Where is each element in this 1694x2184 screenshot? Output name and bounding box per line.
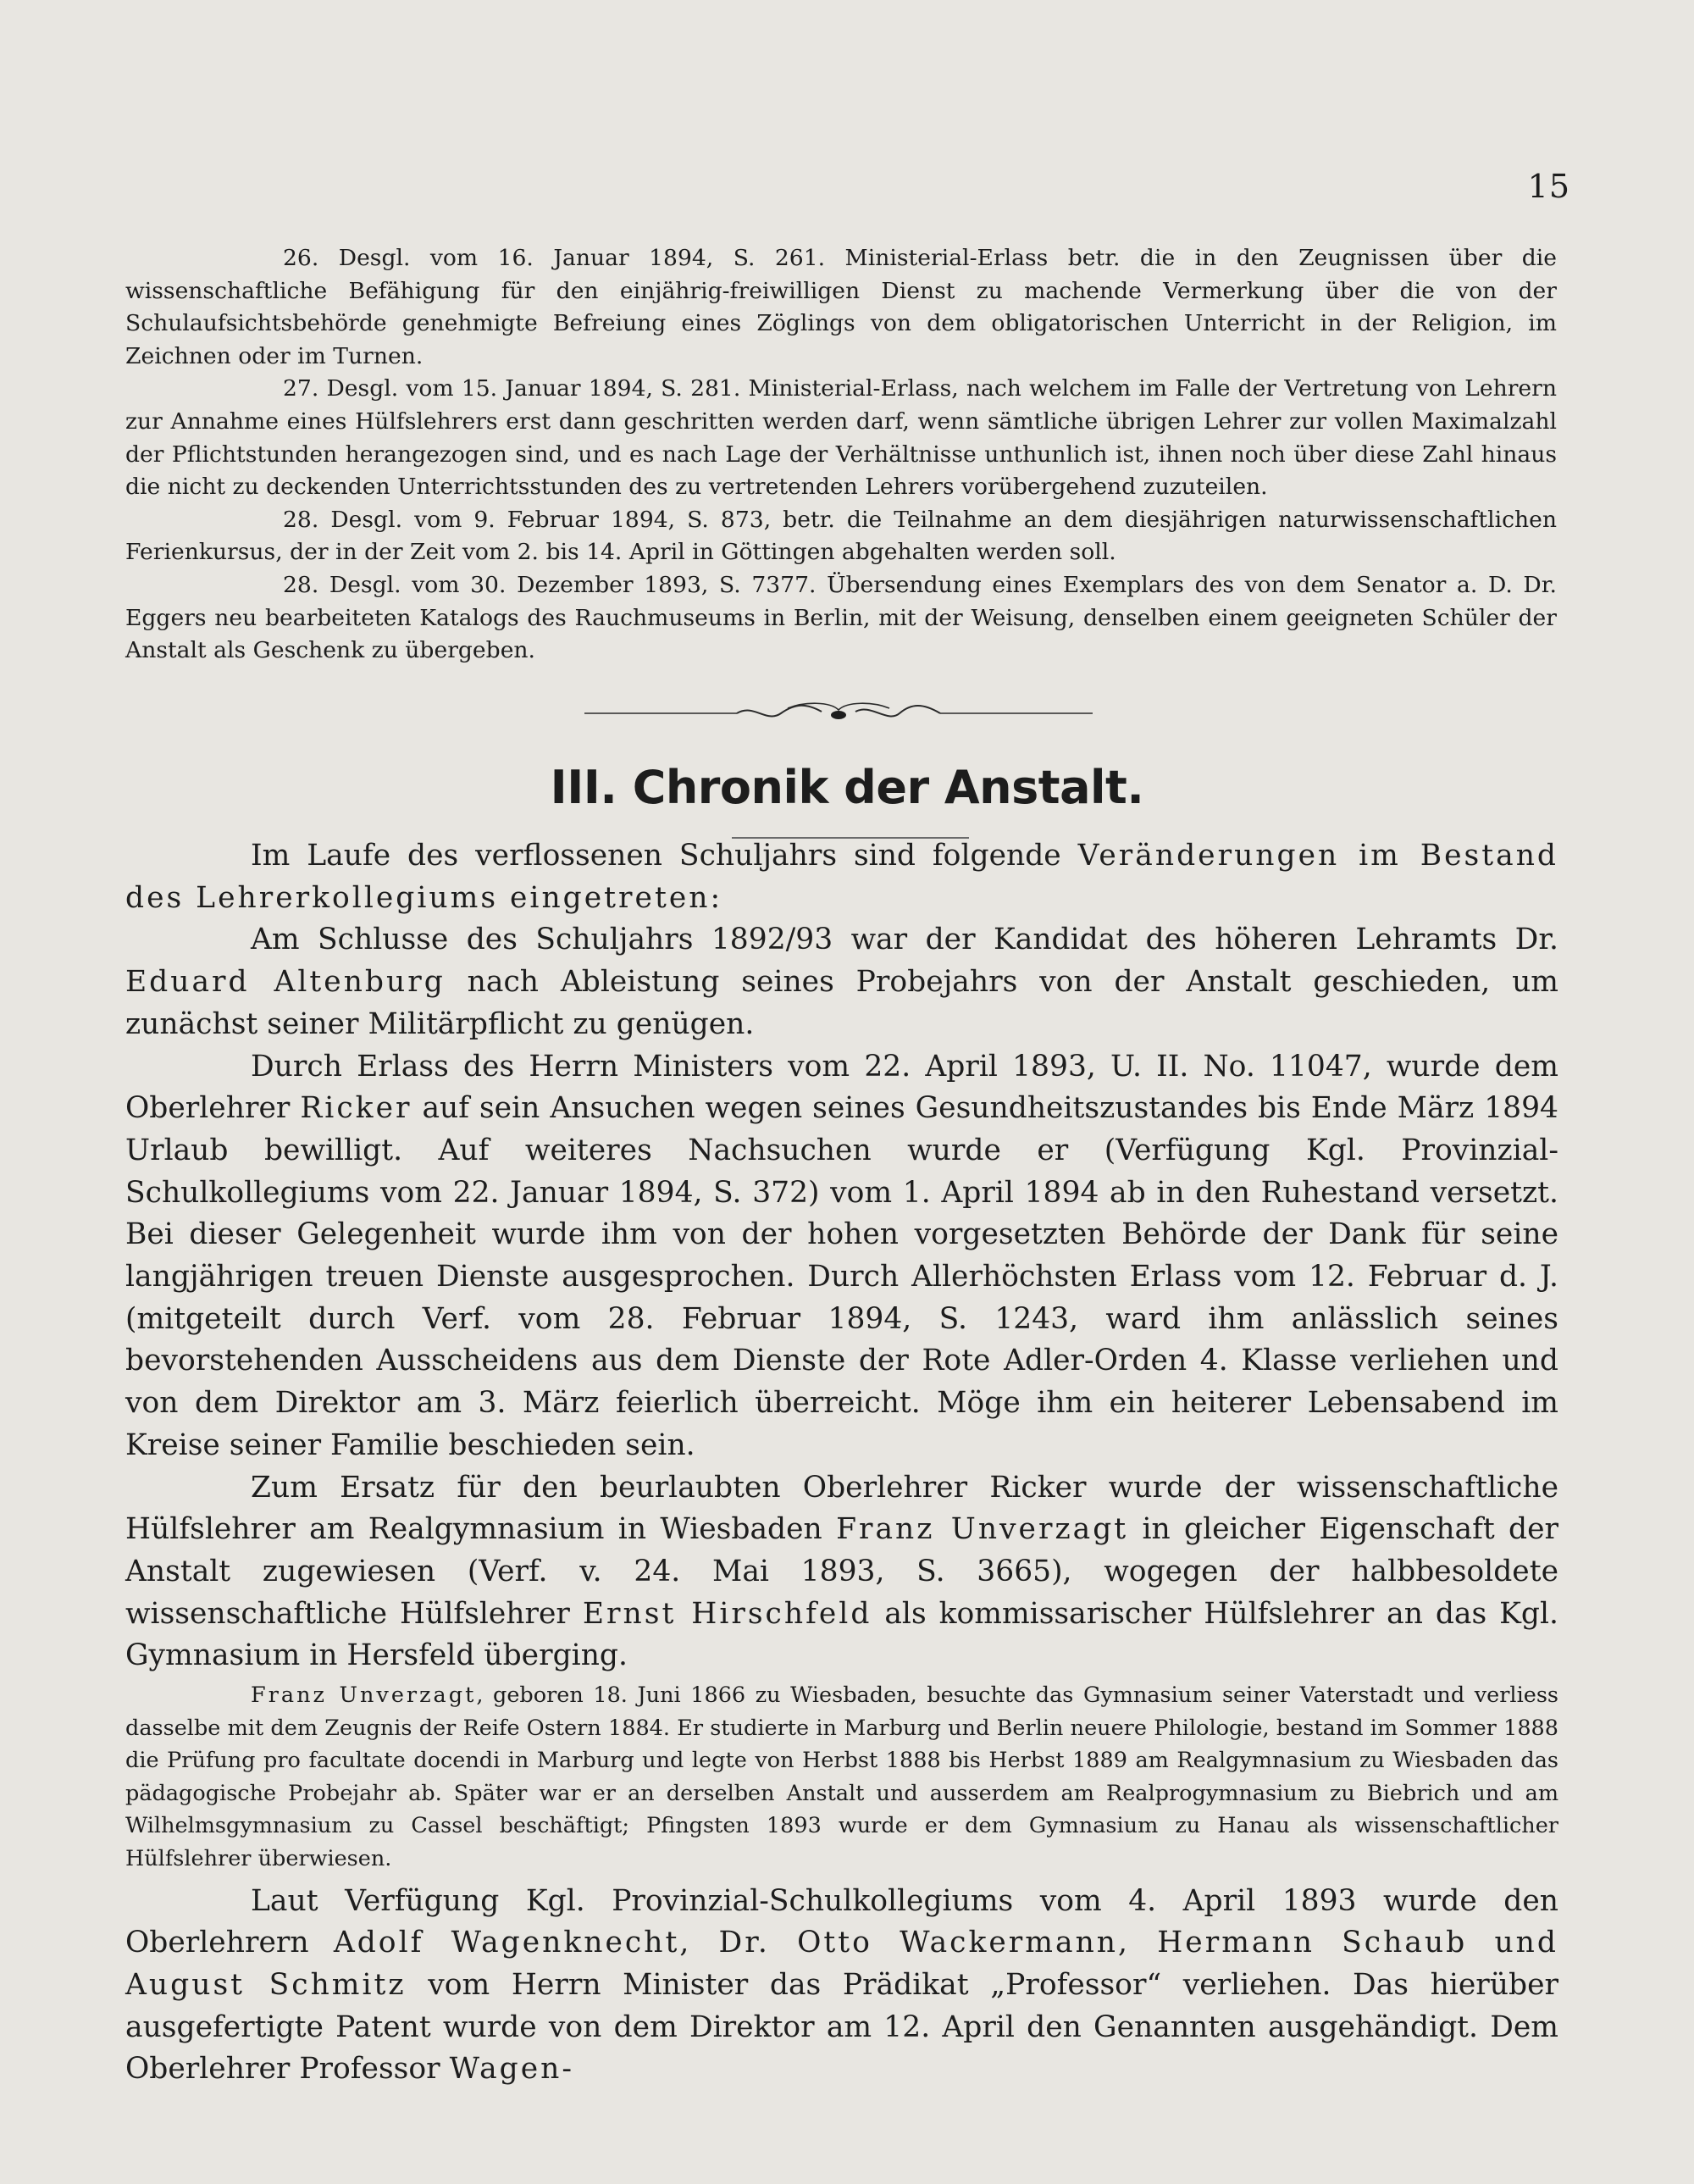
paragraph-professors xyxy=(125,1881,1558,2092)
para4-pre: Laut Verfügung Kgl. Provinzial-Schulkollegiums vom 4. April 1893 wurde den Oberlehrern xyxy=(125,1883,1558,1960)
para1-post: nach Ableistung seines Probejahrs von der Anstalt geschieden, um zunächst seiner Militärpflicht zu genügen. xyxy=(125,965,1559,1041)
intro-spaced-text: Veränderungen im Bestand des Lehrerkollegiums eingetreten: xyxy=(125,839,1559,915)
para3-mid: in gleicher Eigenschaft der Anstalt zugewiesen (Verf. v. 24. Mai 1893, S. 3665), wogegen der halbbesoldete wissenschaftliche Hülfslehrer xyxy=(125,1512,1559,1631)
decree-28b: 28. Desgl. vom 30. Dezember 1893, S. 7377. Übersendung eines Exemplars des von dem Senator a. D. Dr. Eggers neu bearbeiteten Katalogs des Rauchmuseums in Berlin, mit der Weisung, denselben einem geeigneten Schüler der Anstalt als Geschenk zu übergeben. xyxy=(125,571,1557,664)
para3-pre: Zum Ersatz für den beurlaubten Oberlehrer Ricker wurde der wissenschaftliche Hülfslehrer am Realgymnasium in Wiesbaden xyxy=(125,1470,1558,1547)
para2-pre: Durch Erlass des Herrn Ministers vom 22. April 1893, U. II. No. 11047, wurde dem Oberlehrer xyxy=(125,1049,1558,1126)
decree-27: 27. Desgl. vom 15. Januar 1894, S. 281. Ministerial-Erlass, nach welchem im Falle der Vertretung von Lehrern zur Annahme eines Hülfslehrers erst dann geschritten werden darf, wenn sämtliche übrigen Lehrer zur vollen Maximalzahl der Pflichtstunden herangezogen sind, und es nach Lage der Verhältnisse unthunlich ist, ihnen noch über diese Zahl hinaus die nicht zu deckenden Unterrichtsstunden des zu vertretenden Lehrers vorübergehend zuzuteilen. xyxy=(125,375,1557,501)
note-name: Franz Unverzagt xyxy=(251,1682,477,1709)
para1-pre: Am Schlusse des Schuljahrs 1892/93 war der Kandidat des höheren Lehramts Dr. xyxy=(251,923,1558,957)
chronicle-body xyxy=(125,835,1558,2091)
paragraph-altenburg xyxy=(125,919,1558,1045)
note-text: , geboren 18. Juni 1866 zu Wiesbaden, besuchte das Gymnasium seiner Vaterstadt und verliess dasselbe mit dem Zeugnis der Reife Ostern 1884. Er studierte in Marburg und Berlin neuere Philologie, bestand im Sommer 1888 die Prüfung pro facultate docendi in Marburg und legte von Herbst 1888 bis Herbst 1889 am Realgymnasium zu Wiesbaden das pädagogische Probejahr ab. Später war er an derselben Anstalt und ausserdem am Realprogymnasium zu Biebrich und am Wilhelmsgymnasium zu Cassel beschäftigt; Pfingsten 1893 wurde er dem Gymnasium zu Hanau als wissenschaftlicher Hülfslehrer überwiesen. xyxy=(125,1682,1559,1872)
para2-name: Ricker xyxy=(300,1091,412,1126)
para4-names: Adolf Wagenknecht, Dr. Otto Wackermann, Hermann Schaub und August Schmitz xyxy=(125,1926,1558,2003)
intro-text: Im Laufe des verflossenen Schuljahrs sind folgende xyxy=(251,839,1078,873)
decree-28a: 28. Desgl. vom 9. Februar 1894, S. 873, betr. die Teilnahme an dem diesjährigen naturwissenschaftlichen Ferienkursus, der in der Zeit vom 2. bis 14. April in Göttingen abgehalten werden soll. xyxy=(125,506,1557,566)
chronicle-intro xyxy=(125,835,1558,919)
para4-tail: Wagen- xyxy=(449,2052,575,2087)
decree-26: 26. Desgl. vom 16. Januar 1894, S. 261. Ministerial-Erlass betr. die in den Zeugnissen über die wissenschaftliche Befähigung für den einjährig-freiwilligen Dienst zu machende Vermerkung über die von der Schulaufsichtsbehörde genehmigte Befreiung eines Zöglings von dem obligatorischen Unterricht in der Religion, im Zeichnen oder im Turnen. xyxy=(125,245,1557,369)
para3-name2: Ernst Hirschfeld xyxy=(582,1596,872,1631)
paragraph-ricker xyxy=(125,1046,1558,1467)
para3-post: als kommissarischer Hülfslehrer an das Kgl. Gymnasium in Hersfeld überging. xyxy=(125,1596,1558,1673)
page-number: 15 xyxy=(1527,168,1570,205)
ornament-divider-icon xyxy=(584,700,1093,725)
paragraph-unverzagt xyxy=(125,1467,1558,1678)
section-title: III. Chronik der Anstalt. xyxy=(550,761,1144,814)
biography-note xyxy=(125,1679,1558,1876)
decrees-list xyxy=(125,242,1557,668)
para3-name1: Franz Unverzagt xyxy=(836,1512,1129,1547)
para1-name: Eduard Altenburg xyxy=(125,965,446,1000)
para2-post: auf sein Ansuchen wegen seines Gesundheitszustandes bis Ende März 1894 Urlaub bewilligt. Auf weiteres Nachsuchen wurde er (Verfügung Kgl. Provinzial-Schulkollegiums vom 22. Januar 1894, S. 372) vom 1. April 1894 ab in den Ruhestand versetzt. Bei dieser Gelegenheit wurde ihm von der hohen vorgesetzten Behörde der Dank für seine langjährigen treuen Dienste ausgesprochen. Durch Allerhöchsten Erlass vom 12. Februar d. J. (mitgeteilt durch Verf. vom 28. Februar 1894, S. 1243, ward ihm anlässlich seines bevorstehenden Ausscheidens aus dem Dienste der Rote Adler-Orden 4. Klasse verliehen und von dem Direktor am 3. März feierlich überreicht. Möge ihm ein heiterer Lebensabend im Kreise seiner Familie beschieden sein. xyxy=(125,1091,1558,1462)
para4-post: vom Herrn Minister das Prädikat „Professor“ verliehen. Das hierüber ausgefertigte Patent wurde von dem Direktor am 12. April den Genannten ausgehändigt. Dem Oberlehrer Professor xyxy=(125,1968,1558,2087)
